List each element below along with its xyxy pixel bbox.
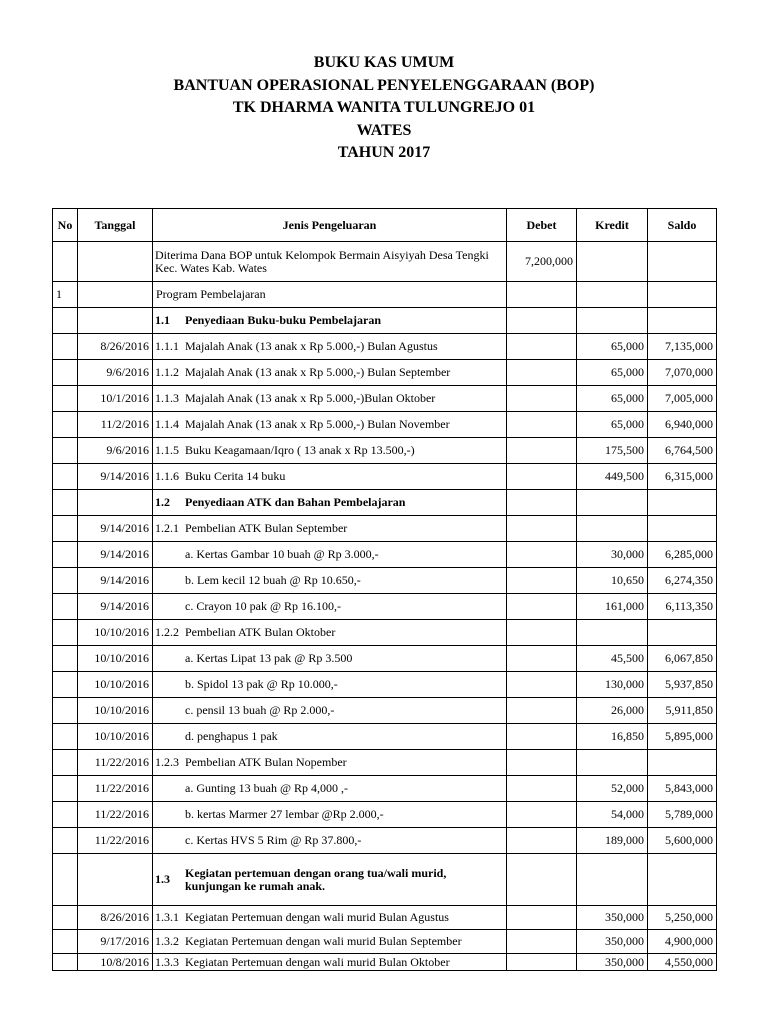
description-wrapper <box>155 443 504 458</box>
cell-date: 11/22/2016 <box>78 802 153 828</box>
cell-no <box>53 308 78 334</box>
table-row <box>53 620 717 646</box>
item-description: a. Kertas Gambar 10 buah @ Rp 3.000,- <box>185 547 379 561</box>
cell-debet <box>507 906 577 930</box>
cell-description <box>153 542 507 568</box>
table-row <box>53 672 717 698</box>
cell-no <box>53 360 78 386</box>
table-row <box>53 334 717 360</box>
cell-no <box>53 594 78 620</box>
cell-no <box>53 438 78 464</box>
cell-kredit: 26,000 <box>577 698 648 724</box>
cell-date: 9/14/2016 <box>78 464 153 490</box>
cell-saldo: 5,937,850 <box>648 672 717 698</box>
cell-date <box>78 854 153 906</box>
item-code: 1.3.3 <box>155 954 179 969</box>
cell-description <box>153 568 507 594</box>
cell-saldo: 5,600,000 <box>648 828 717 854</box>
cell-debet <box>507 568 577 594</box>
description-wrapper <box>155 703 504 718</box>
cell-saldo: 7,070,000 <box>648 360 717 386</box>
cell-description <box>153 930 507 954</box>
item-description: Pembelian ATK Bulan Oktober <box>185 625 336 639</box>
table-row <box>53 802 717 828</box>
cell-debet <box>507 412 577 438</box>
description-wrapper <box>155 547 504 562</box>
cell-kredit: 130,000 <box>577 672 648 698</box>
item-description: Kegiatan Pertemuan dengan wali murid Bulan Agustus <box>185 910 449 924</box>
cell-description <box>153 516 507 542</box>
cell-date: 11/2/2016 <box>78 412 153 438</box>
title-line: BUKU KAS UMUM <box>313 54 455 71</box>
cell-description <box>153 386 507 412</box>
cell-saldo: 5,843,000 <box>648 776 717 802</box>
item-description: Kegiatan pertemuan dengan orang tua/wali murid, kunjungan ke rumah anak. <box>185 865 447 893</box>
title-line: TK DHARMA WANITA TULUNGREJO 01 <box>232 99 536 116</box>
item-code <box>155 807 185 822</box>
cell-date: 9/14/2016 <box>78 568 153 594</box>
cell-date: 9/14/2016 <box>78 516 153 542</box>
cell-saldo <box>648 308 717 334</box>
table-row <box>53 750 717 776</box>
item-code: 1.2.2 <box>155 625 179 639</box>
cell-debet <box>507 724 577 750</box>
description-wrapper <box>155 651 504 666</box>
description-wrapper <box>155 599 504 614</box>
cell-date: 9/14/2016 <box>78 594 153 620</box>
cell-no <box>53 386 78 412</box>
item-code <box>155 833 185 848</box>
item-code: 1.1.3 <box>155 391 179 405</box>
item-code: 1.1.4 <box>155 417 179 431</box>
table-row <box>53 776 717 802</box>
item-code <box>155 703 185 718</box>
cell-date: 11/22/2016 <box>78 776 153 802</box>
table-row <box>53 438 717 464</box>
description-wrapper <box>155 755 504 770</box>
cell-kredit: 65,000 <box>577 386 648 412</box>
cell-no <box>53 568 78 594</box>
description-wrapper <box>155 521 504 536</box>
item-code: 1.2 <box>155 495 170 509</box>
cell-kredit: 350,000 <box>577 954 648 971</box>
item-code <box>155 651 185 666</box>
table-row <box>53 412 717 438</box>
cell-kredit: 350,000 <box>577 906 648 930</box>
table-row <box>53 906 717 930</box>
cell-saldo: 6,274,350 <box>648 568 717 594</box>
cell-debet <box>507 646 577 672</box>
cell-date <box>78 308 153 334</box>
item-code: 1.1.2 <box>155 365 179 379</box>
title-line: BANTUAN OPERASIONAL PENYELENGGARAAN (BOP) <box>173 76 595 94</box>
cell-saldo: 5,789,000 <box>648 802 717 828</box>
cell-debet <box>507 464 577 490</box>
item-description: a. Gunting 13 buah @ Rp 4,000 ,- <box>185 781 349 795</box>
cell-description <box>153 724 507 750</box>
cell-date: 11/22/2016 <box>78 750 153 776</box>
cell-no <box>53 242 78 282</box>
table-row <box>53 828 717 854</box>
cell-kredit: 175,500 <box>577 438 648 464</box>
cell-kredit: 65,000 <box>577 360 648 386</box>
cell-debet: 7,200,000 <box>507 242 577 282</box>
item-description: Kegiatan Pertemuan dengan wali murid Bulan September <box>185 934 462 948</box>
cell-date: 8/26/2016 <box>78 334 153 360</box>
table-row <box>53 954 717 971</box>
cell-date: 9/17/2016 <box>78 930 153 954</box>
item-code: 1.2.1 <box>155 521 179 535</box>
table-header-row <box>53 209 717 242</box>
item-description: Majalah Anak (13 anak x Rp 5.000,-)Bulan Oktober <box>185 391 436 405</box>
header-debet: Debet <box>507 209 577 242</box>
item-code <box>155 729 185 744</box>
cell-saldo <box>648 620 717 646</box>
cell-no <box>53 334 78 360</box>
description-wrapper <box>155 867 504 893</box>
item-description: Program Pembelajaran <box>156 287 266 301</box>
cell-no <box>53 802 78 828</box>
cell-kredit: 161,000 <box>577 594 648 620</box>
cell-kredit: 54,000 <box>577 802 648 828</box>
cell-date: 10/10/2016 <box>78 620 153 646</box>
cell-description <box>153 334 507 360</box>
description-wrapper <box>155 417 504 432</box>
cell-kredit <box>577 242 648 282</box>
table-row <box>53 724 717 750</box>
cell-description <box>153 646 507 672</box>
header-saldo: Saldo <box>648 209 717 242</box>
cell-saldo: 5,250,000 <box>648 906 717 930</box>
cell-saldo <box>648 242 717 282</box>
cell-no <box>53 464 78 490</box>
item-code: 1.1.5 <box>155 443 179 457</box>
cell-debet <box>507 334 577 360</box>
cell-description <box>153 620 507 646</box>
cell-no: 1 <box>53 282 78 308</box>
cell-description <box>153 438 507 464</box>
cell-debet <box>507 854 577 906</box>
item-code <box>155 547 185 562</box>
cell-kredit <box>577 308 648 334</box>
cell-debet <box>507 282 577 308</box>
cell-no <box>53 490 78 516</box>
item-code <box>155 573 185 588</box>
table-row <box>53 568 717 594</box>
description-wrapper <box>155 313 504 328</box>
cell-saldo <box>648 854 717 906</box>
cell-debet <box>507 594 577 620</box>
cell-description <box>153 282 507 308</box>
item-code <box>155 599 185 614</box>
description-wrapper <box>155 391 504 406</box>
description-wrapper <box>155 249 504 275</box>
item-description: Kegiatan Pertemuan dengan wali murid Bulan Oktober <box>185 954 450 969</box>
cell-no <box>53 750 78 776</box>
cell-date: 10/10/2016 <box>78 698 153 724</box>
cell-no <box>53 828 78 854</box>
cell-description <box>153 776 507 802</box>
cell-debet <box>507 386 577 412</box>
table-row <box>53 282 717 308</box>
table-row <box>53 854 717 906</box>
cell-saldo <box>648 516 717 542</box>
cell-description <box>153 698 507 724</box>
cell-description <box>153 308 507 334</box>
table-row <box>53 360 717 386</box>
cell-saldo: 7,005,000 <box>648 386 717 412</box>
item-code: 1.1.6 <box>155 469 179 483</box>
description-wrapper <box>155 339 504 354</box>
table-row <box>53 308 717 334</box>
header-kredit: Kredit <box>577 209 648 242</box>
cell-saldo: 4,550,000 <box>648 954 717 971</box>
cell-no <box>53 724 78 750</box>
description-wrapper <box>155 573 504 588</box>
cell-kredit: 189,000 <box>577 828 648 854</box>
description-wrapper <box>155 781 504 796</box>
cell-date: 10/10/2016 <box>78 646 153 672</box>
item-code: 1.2.3 <box>155 755 179 769</box>
table-row <box>53 594 717 620</box>
cell-saldo: 7,135,000 <box>648 334 717 360</box>
cell-saldo: 6,315,000 <box>648 464 717 490</box>
description-wrapper <box>155 365 504 380</box>
cell-description <box>153 854 507 906</box>
table-row <box>53 386 717 412</box>
cell-debet <box>507 750 577 776</box>
cell-debet <box>507 802 577 828</box>
cell-description <box>153 412 507 438</box>
item-code: 1.1 <box>155 313 170 327</box>
cell-debet <box>507 620 577 646</box>
cell-debet <box>507 776 577 802</box>
cell-debet <box>507 516 577 542</box>
cell-kredit <box>577 620 648 646</box>
cell-date <box>78 282 153 308</box>
cell-description <box>153 242 507 282</box>
cell-saldo: 6,067,850 <box>648 646 717 672</box>
cell-saldo: 5,895,000 <box>648 724 717 750</box>
cell-no <box>53 516 78 542</box>
cell-kredit <box>577 282 648 308</box>
cell-no <box>53 954 78 971</box>
cell-description <box>153 464 507 490</box>
cell-debet <box>507 438 577 464</box>
table-row <box>53 698 717 724</box>
cell-saldo <box>648 282 717 308</box>
item-description: Penyediaan ATK dan Bahan Pembelajaran <box>185 495 406 509</box>
cell-no <box>53 930 78 954</box>
cell-saldo: 4,900,000 <box>648 930 717 954</box>
description-wrapper <box>155 934 504 949</box>
cell-date: 10/1/2016 <box>78 386 153 412</box>
cell-date: 9/6/2016 <box>78 360 153 386</box>
cell-kredit: 10,650 <box>577 568 648 594</box>
cell-saldo: 6,764,500 <box>648 438 717 464</box>
item-description: b. Lem kecil 12 buah @ Rp 10.650,- <box>185 573 361 587</box>
cell-no <box>53 698 78 724</box>
cell-description <box>153 802 507 828</box>
cell-no <box>53 672 78 698</box>
item-code: 1.1.1 <box>155 339 179 353</box>
table-row <box>53 242 717 282</box>
cell-saldo: 5,911,850 <box>648 698 717 724</box>
description-wrapper <box>155 807 504 822</box>
cell-description <box>153 360 507 386</box>
cell-saldo <box>648 750 717 776</box>
item-code: 1.3 <box>155 872 170 886</box>
item-description: Buku Cerita 14 buku <box>185 469 286 483</box>
cell-description <box>153 750 507 776</box>
cell-debet <box>507 308 577 334</box>
item-description: c. Kertas HVS 5 Rim @ Rp 37.800,- <box>185 833 362 847</box>
header-no: No <box>53 209 78 242</box>
description-wrapper <box>155 955 504 970</box>
cell-saldo: 6,113,350 <box>648 594 717 620</box>
item-description: b. Spidol 13 pak @ Rp 10.000,- <box>185 677 338 691</box>
item-description: c. Crayon 10 pak @ Rp 16.100,- <box>185 599 342 613</box>
cell-date: 10/10/2016 <box>78 724 153 750</box>
cell-no <box>53 412 78 438</box>
cell-description <box>153 594 507 620</box>
cell-kredit: 16,850 <box>577 724 648 750</box>
cell-description <box>153 672 507 698</box>
description-wrapper <box>155 469 504 484</box>
item-description: d. penghapus 1 pak <box>185 729 278 743</box>
document-title <box>0 52 768 165</box>
table-row <box>53 646 717 672</box>
title-line: TAHUN 2017 <box>337 144 431 161</box>
cell-no <box>53 646 78 672</box>
item-code: 1.3.2 <box>155 934 179 948</box>
table-row <box>53 464 717 490</box>
cell-no <box>53 906 78 930</box>
cell-debet <box>507 360 577 386</box>
cell-date: 9/6/2016 <box>78 438 153 464</box>
cell-no <box>53 620 78 646</box>
cell-no <box>53 854 78 906</box>
table-row <box>53 930 717 954</box>
item-description: Pembelian ATK Bulan Nopember <box>185 755 347 769</box>
cell-description <box>153 954 507 971</box>
cell-date <box>78 242 153 282</box>
cell-date: 9/14/2016 <box>78 542 153 568</box>
cell-debet <box>507 930 577 954</box>
cell-kredit <box>577 750 648 776</box>
header-tanggal: Tanggal <box>78 209 153 242</box>
cell-kredit: 350,000 <box>577 930 648 954</box>
cell-no <box>53 776 78 802</box>
cell-date: 10/8/2016 <box>78 954 153 971</box>
item-description: Penyediaan Buku-buku Pembelajaran <box>185 313 382 327</box>
cell-date <box>78 490 153 516</box>
cell-saldo <box>648 490 717 516</box>
cell-debet <box>507 672 577 698</box>
ledger-body <box>53 242 717 971</box>
description-wrapper <box>156 287 503 302</box>
cell-description <box>153 828 507 854</box>
cell-description <box>153 906 507 930</box>
cell-saldo: 6,940,000 <box>648 412 717 438</box>
item-code <box>155 677 185 692</box>
description-wrapper <box>155 833 504 848</box>
item-description: c. pensil 13 buah @ Rp 2.000,- <box>185 703 335 717</box>
item-description: a. Kertas Lipat 13 pak @ Rp 3.500 <box>185 651 353 665</box>
cell-debet <box>507 828 577 854</box>
cell-date: 10/10/2016 <box>78 672 153 698</box>
table-row <box>53 490 717 516</box>
cell-description <box>153 490 507 516</box>
ledger-table <box>52 208 717 971</box>
cell-no <box>53 542 78 568</box>
item-description: Diterima Dana BOP untuk Kelompok Bermain Aisyiyah Desa Tengki Kec. Wates Kab. Wates <box>155 247 489 275</box>
table-row <box>53 542 717 568</box>
cell-kredit: 65,000 <box>577 334 648 360</box>
item-description: Pembelian ATK Bulan September <box>185 521 348 535</box>
cell-debet <box>507 542 577 568</box>
cell-kredit: 30,000 <box>577 542 648 568</box>
cell-kredit <box>577 854 648 906</box>
item-description: Majalah Anak (13 anak x Rp 5.000,-) Bulan November <box>185 417 450 431</box>
cell-kredit: 65,000 <box>577 412 648 438</box>
cell-debet <box>507 698 577 724</box>
item-description: Majalah Anak (13 anak x Rp 5.000,-) Bulan September <box>185 365 451 379</box>
cell-saldo: 6,285,000 <box>648 542 717 568</box>
cell-debet <box>507 490 577 516</box>
cell-kredit <box>577 516 648 542</box>
item-description: Majalah Anak (13 anak x Rp 5.000,-) Bulan Agustus <box>185 339 438 353</box>
cell-kredit: 449,500 <box>577 464 648 490</box>
cell-kredit <box>577 490 648 516</box>
item-code: 1.3.1 <box>155 910 179 924</box>
header-jenis: Jenis Pengeluaran <box>153 209 507 242</box>
cell-debet <box>507 954 577 971</box>
cell-kredit: 52,000 <box>577 776 648 802</box>
cell-date: 11/22/2016 <box>78 828 153 854</box>
item-description: Buku Keagamaan/Iqro ( 13 anak x Rp 13.500,-) <box>185 443 415 457</box>
item-code <box>155 781 185 796</box>
cell-date: 8/26/2016 <box>78 906 153 930</box>
cell-kredit: 45,500 <box>577 646 648 672</box>
description-wrapper <box>155 677 504 692</box>
description-wrapper <box>155 729 504 744</box>
description-wrapper <box>155 495 504 510</box>
table-row <box>53 516 717 542</box>
item-description: b. kertas Marmer 27 lembar @Rp 2.000,- <box>185 807 384 821</box>
description-wrapper <box>155 625 504 640</box>
description-wrapper <box>155 910 504 925</box>
title-line: WATES <box>356 121 412 139</box>
